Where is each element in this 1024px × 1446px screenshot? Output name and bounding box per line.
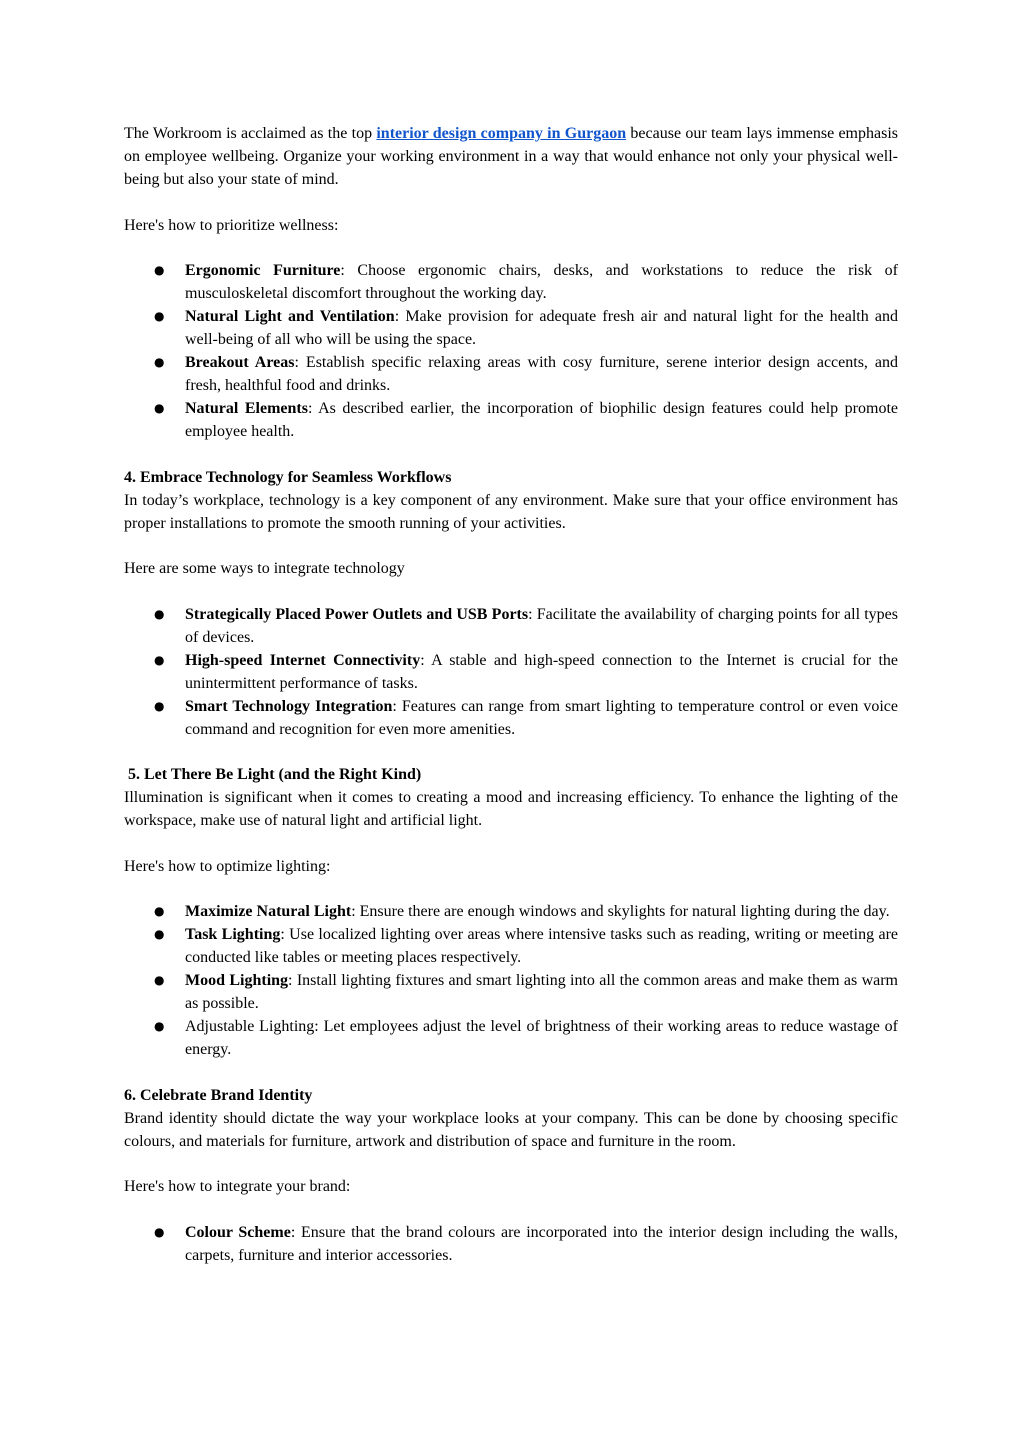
section-4-body: In today’s workplace, technology is a key component of any environment. Make sure that your office environment has proper installations to promote the smooth running of your activities.	[124, 491, 898, 532]
bullet-icon: ●	[154, 401, 165, 415]
document-page	[124, 122, 898, 1267]
bullet-icon: ●	[154, 652, 165, 667]
intro-paragraph: The Workroom is acclaimed as the top interior design company in Gurgaon because our team lays immense emphasis on employee wellbeing. Organize your working environment in a way that would enhance not only your physical well-being but also your state of mind.	[124, 125, 899, 188]
brand-list	[124, 1221, 898, 1267]
list-item: ● Breakout Areas: Establish specific relaxing areas with cosy furniture, serene interior design accents, and fresh, healthful food and drinks.	[124, 351, 898, 397]
bullet-icon: ●	[154, 606, 165, 621]
list-item: ● Adjustable Lighting: Let employees adjust the level of brightness of their working areas to reduce wastage of energy.	[124, 1015, 898, 1061]
list-item: ● Task Lighting: Use localized lighting over areas where intensive tasks such as reading, writing or meeting are conducted like tables or meeting places respectively.	[124, 923, 898, 969]
section-5-body: Illumination is significant when it comes to creating a mood and increasing efficiency. To enhance the lighting of the workspace, make use of natural light and artificial light.	[124, 789, 898, 829]
bullet-icon: ●	[154, 355, 165, 369]
wellness-list	[124, 259, 898, 443]
section-5-heading: 5. Let There Be Light (and the Right Kind)	[124, 766, 422, 783]
interior-design-link[interactable]: interior design company in Gurgaon	[376, 125, 627, 142]
list-item: ● Colour Scheme: Ensure that the brand colours are incorporated into the interior design including the walls, carpets, furniture and interior accessories.	[124, 1221, 898, 1267]
list-item: ● Natural Elements: As described earlier, the incorporation of biophilic design features could help promote employee health.	[124, 397, 898, 443]
list-item: ● Smart Technology Integration: Features can range from smart lighting to temperature control or even voice command and recognition for even more amenities.	[124, 695, 898, 741]
section-6-heading: 6. Celebrate Brand Identity	[124, 1086, 313, 1104]
lighting-list	[124, 900, 898, 1061]
section-6-body: Brand identity should dictate the way your workplace looks at your company. This can be done by choosing specific colours, and materials for furniture, artwork and distribution of space and furniture in the room.	[124, 1109, 898, 1150]
section-4-heading: 4. Embrace Technology for Seamless Workflows	[124, 468, 452, 486]
bullet-icon: ●	[154, 1019, 165, 1033]
section-5-lead: Here's how to optimize lighting:	[124, 857, 331, 875]
technology-list	[124, 603, 898, 741]
bullet-icon: ●	[154, 927, 165, 941]
list-item: ● High-speed Internet Connectivity: A stable and high-speed connection to the Internet is crucial for the unintermittent performance of tasks.	[124, 649, 898, 695]
list-item: ● Ergonomic Furniture: Choose ergonomic chairs, desks, and workstations to reduce the risk of musculoskeletal discomfort throughout the working day.	[124, 259, 898, 305]
wellness-lead: Here's how to prioritize wellness:	[124, 216, 339, 234]
bullet-icon: ●	[154, 973, 165, 987]
bullet-icon: ●	[154, 263, 165, 277]
list-item: ● Maximize Natural Light: Ensure there are enough windows and skylights for natural lighting during the day.	[124, 900, 898, 923]
bullet-icon: ●	[154, 698, 165, 713]
section-6-lead: Here's how to integrate your brand:	[124, 1178, 351, 1195]
bullet-icon: ●	[154, 309, 165, 323]
bullet-icon: ●	[154, 1224, 165, 1239]
list-item: ● Natural Light and Ventilation: Make provision for adequate fresh air and natural light for the health and well-being of all who will be using the space.	[124, 305, 898, 351]
bullet-icon: ●	[154, 904, 165, 918]
list-item: ● Strategically Placed Power Outlets and USB Ports: Facilitate the availability of charging points for all types of devices.	[124, 603, 898, 649]
list-item: ● Mood Lighting: Install lighting fixtures and smart lighting into all the common areas and make them as warm as possible.	[124, 969, 898, 1015]
section-4-lead: Here are some ways to integrate technology	[124, 560, 405, 577]
